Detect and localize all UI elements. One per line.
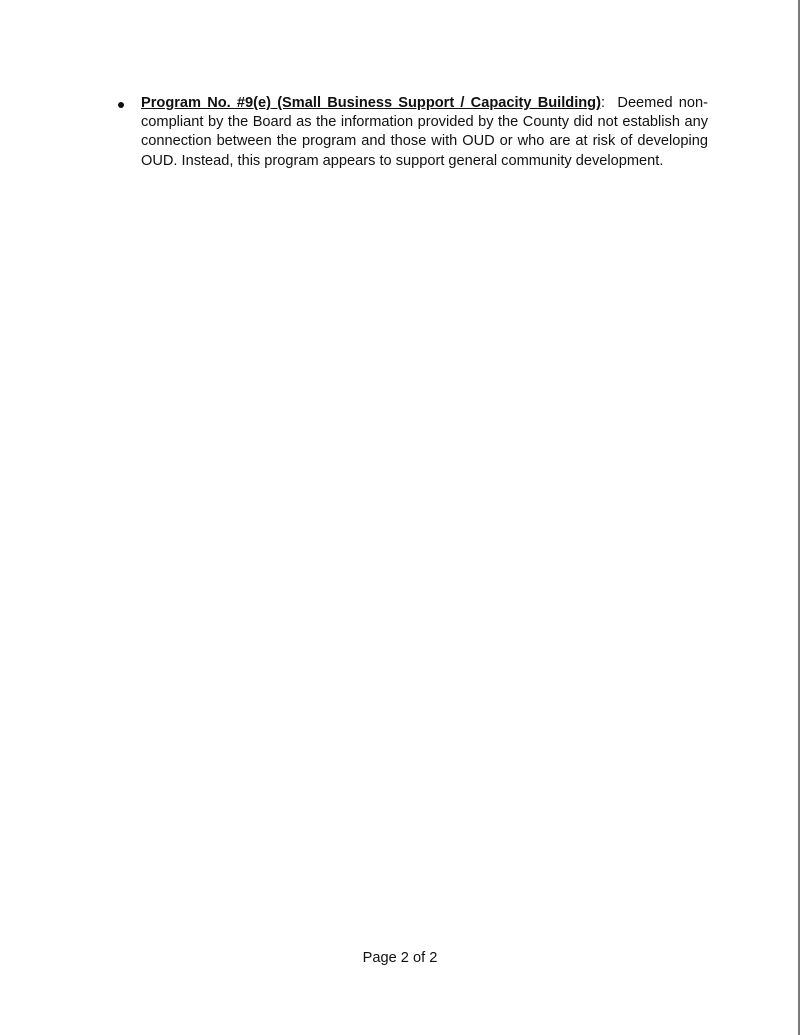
title-colon: :	[600, 95, 605, 111]
program-bullet-item	[118, 94, 708, 171]
page-number-footer: Page 2 of 2	[362, 950, 438, 966]
program-paragraph	[141, 94, 708, 171]
program-title: Program No. #9(e) (Small Business Support / Capacity Building)	[141, 95, 601, 111]
program-description: Deemed non-compliant by the Board as the information provided by the County did not establish any connection between the program and those with OUD or who are at risk of developing OUD. Instead, this program appears to support general community development.	[141, 95, 708, 169]
bullet-icon	[118, 102, 124, 108]
